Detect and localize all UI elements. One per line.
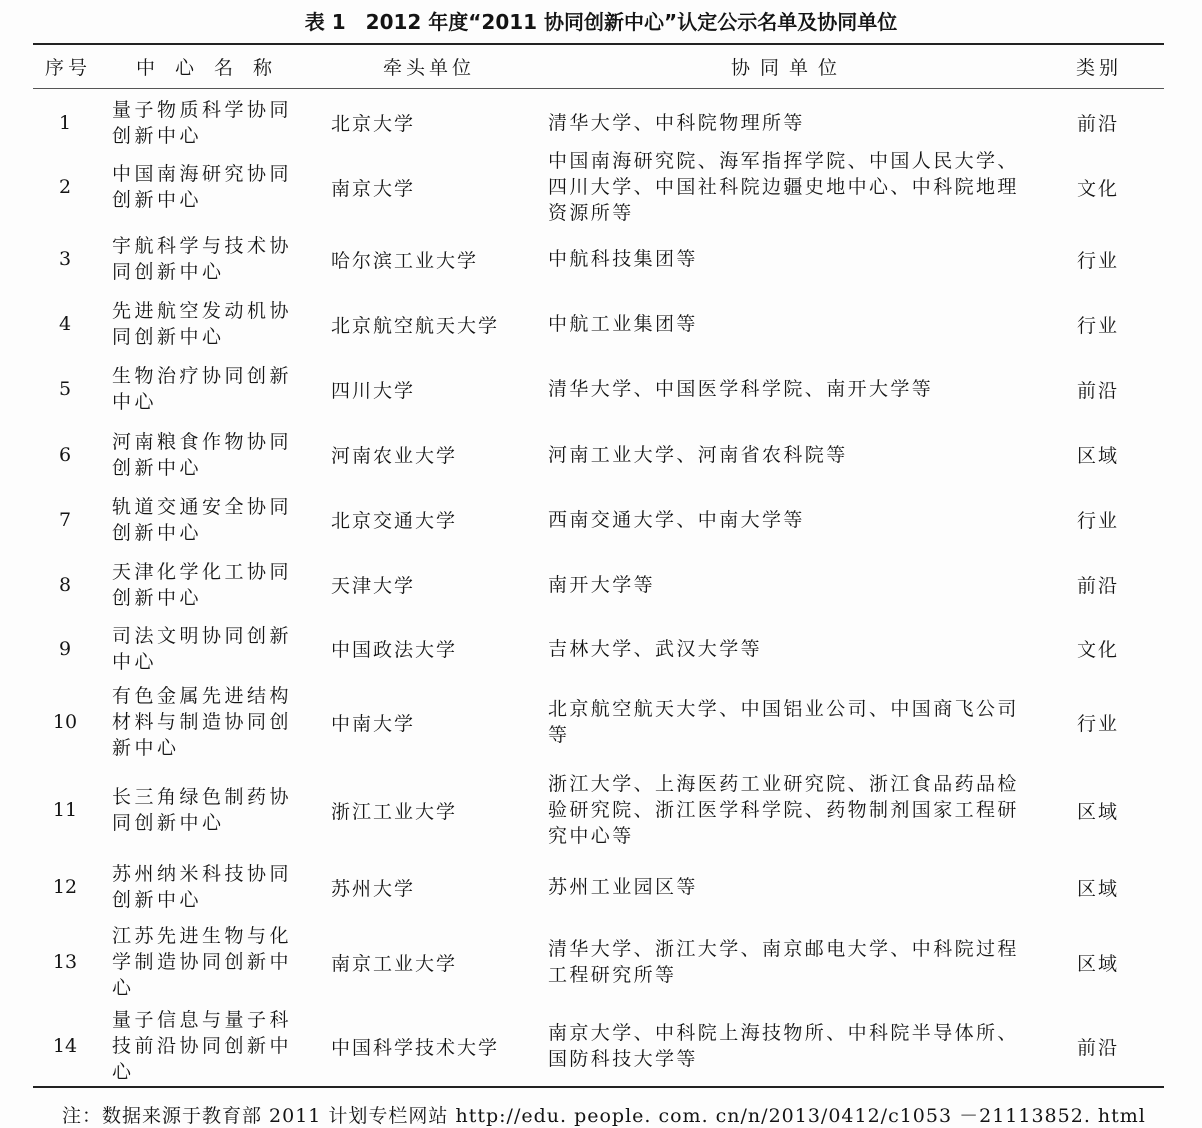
- category: 区域: [1077, 800, 1120, 823]
- lead-unit: 北京大学: [331, 113, 416, 135]
- table-row: [0, 356, 1202, 422]
- header-rule: [33, 88, 1164, 89]
- center-name: 天津化学化工协同创新中心: [112, 560, 293, 609]
- lead-unit: 中国科学技术大学: [331, 1036, 500, 1059]
- center-name: 量子物质科学协同创新中心: [112, 98, 293, 147]
- center-name: 生物治疗协同创新中心: [112, 365, 293, 413]
- category: 文化: [1077, 639, 1120, 661]
- center-name: 中国南海研究协同创新中心: [112, 163, 293, 211]
- category: 前沿: [1077, 575, 1120, 597]
- center-name: 河南粮食作物协同创新中心: [112, 430, 293, 479]
- cooperating-units: 清华大学、中国医学科学院、南开大学等: [548, 378, 934, 400]
- category: 区域: [1077, 952, 1120, 975]
- category: 行业: [1077, 712, 1120, 735]
- row-number: 5: [58, 378, 72, 400]
- cooperating-units: 清华大学、中科院物理所等: [548, 111, 805, 134]
- row-number: 14: [52, 1035, 78, 1057]
- header-name: 中心名称: [136, 57, 293, 79]
- cooperating-units: 西南交通大学、中南大学等: [548, 508, 805, 531]
- cooperating-units: 苏州工业园区等: [548, 876, 698, 898]
- table-row: [0, 552, 1202, 617]
- row-number: 1: [58, 111, 72, 134]
- header-lead: 牵头单位: [383, 57, 476, 79]
- cooperating-units: 南京大学、中科院上海技物所、中科院半导体所、国防科技大学等: [548, 1022, 1019, 1070]
- category: 行业: [1077, 314, 1120, 337]
- center-name: 长三角绿色制药协同创新中心: [112, 786, 293, 834]
- lead-unit: 苏州大学: [331, 877, 416, 900]
- table-title: 表 1 2012 年度“2011 协同创新中心”认定公示名单及协同单位: [304, 10, 898, 34]
- table-row: [0, 1006, 1202, 1086]
- table-row: [0, 292, 1202, 356]
- table-row: [0, 95, 1202, 150]
- lead-unit: 哈尔滨工业大学: [331, 249, 479, 272]
- lead-unit: 南京工业大学: [331, 952, 458, 975]
- row-number: 12: [52, 876, 78, 898]
- header-type: 类别: [1076, 57, 1123, 79]
- source-note: 注：数据来源于教育部 2011 计划专栏网站 http://edu. people. com. cn/n/2013/0412/c1053 －21113852. html: [62, 1105, 1146, 1127]
- header-coop: 协同单位: [731, 57, 848, 79]
- lead-unit: 浙江工业大学: [331, 800, 458, 823]
- category: 行业: [1077, 510, 1120, 532]
- category: 行业: [1077, 249, 1120, 272]
- lead-unit: 中南大学: [331, 712, 416, 735]
- lead-unit: 四川大学: [331, 379, 416, 402]
- row-number: 10: [52, 711, 78, 733]
- table-row: [0, 148, 1202, 226]
- table-row: [0, 764, 1202, 856]
- center-name: 先进航空发动机协同创新中心: [112, 300, 293, 348]
- category: 区域: [1077, 445, 1120, 467]
- lead-unit: 南京大学: [331, 177, 416, 200]
- cooperating-units: 河南工业大学、河南省农科院等: [548, 443, 848, 466]
- bottom-rule: [33, 1086, 1164, 1088]
- center-name: 量子信息与量子科技前沿协同创新中心: [112, 1009, 293, 1083]
- cooperating-units: 中航科技集团等: [548, 248, 698, 270]
- category: 前沿: [1077, 1036, 1120, 1059]
- cooperating-units: 浙江大学、上海医药工业研究院、浙江食品药品检验研究院、浙江医学科学院、药物制剂国家工程研究中心等: [548, 773, 1019, 847]
- category: 前沿: [1077, 113, 1120, 135]
- table-row: [0, 680, 1202, 764]
- row-number: 7: [58, 508, 72, 531]
- header-no: 序号: [45, 57, 92, 79]
- center-name: 苏州纳米科技协同创新中心: [112, 863, 293, 911]
- cooperating-units: 南开大学等: [548, 573, 656, 596]
- table-row: [0, 226, 1202, 292]
- row-number: 9: [58, 637, 72, 660]
- row-number: 6: [58, 443, 72, 466]
- lead-unit: 中国政法大学: [331, 639, 458, 661]
- lead-unit: 天津大学: [331, 575, 416, 597]
- cooperating-units: 北京航空航天大学、中国铝业公司、中国商飞公司等: [548, 698, 1019, 746]
- lead-unit: 北京交通大学: [331, 510, 458, 532]
- table-row: [0, 487, 1202, 552]
- row-number: 2: [58, 176, 72, 198]
- center-name: 司法文明协同创新中心: [112, 624, 293, 673]
- category: 前沿: [1077, 379, 1120, 402]
- table-row: [0, 856, 1202, 918]
- table-row: [0, 422, 1202, 487]
- row-number: 13: [52, 951, 78, 973]
- center-name: 宇航科学与技术协同创新中心: [112, 235, 293, 283]
- cooperating-units: 中航工业集团等: [548, 313, 698, 335]
- cooperating-units: 清华大学、浙江大学、南京邮电大学、中科院过程工程研究所等: [548, 938, 1019, 986]
- row-number: 4: [58, 313, 72, 335]
- category: 区域: [1077, 877, 1120, 900]
- row-number: 3: [58, 248, 72, 270]
- center-name: 有色金属先进结构材料与制造协同创新中心: [112, 685, 293, 759]
- center-name: 江苏先进生物与化学制造协同创新中心: [112, 925, 293, 999]
- row-number: 8: [58, 573, 72, 596]
- table-row: [0, 617, 1202, 680]
- table-row: [0, 918, 1202, 1006]
- cooperating-units: 中国南海研究院、海军指挥学院、中国人民大学、四川大学、中国社科院边疆史地中心、中科院地理资源所等: [548, 150, 1019, 224]
- category: 文化: [1077, 177, 1120, 200]
- row-number: 11: [52, 799, 78, 821]
- lead-unit: 北京航空航天大学: [331, 314, 500, 337]
- lead-unit: 河南农业大学: [331, 445, 458, 467]
- center-name: 轨道交通安全协同创新中心: [112, 495, 293, 544]
- top-rule: [33, 43, 1164, 45]
- cooperating-units: 吉林大学、武汉大学等: [548, 637, 763, 660]
